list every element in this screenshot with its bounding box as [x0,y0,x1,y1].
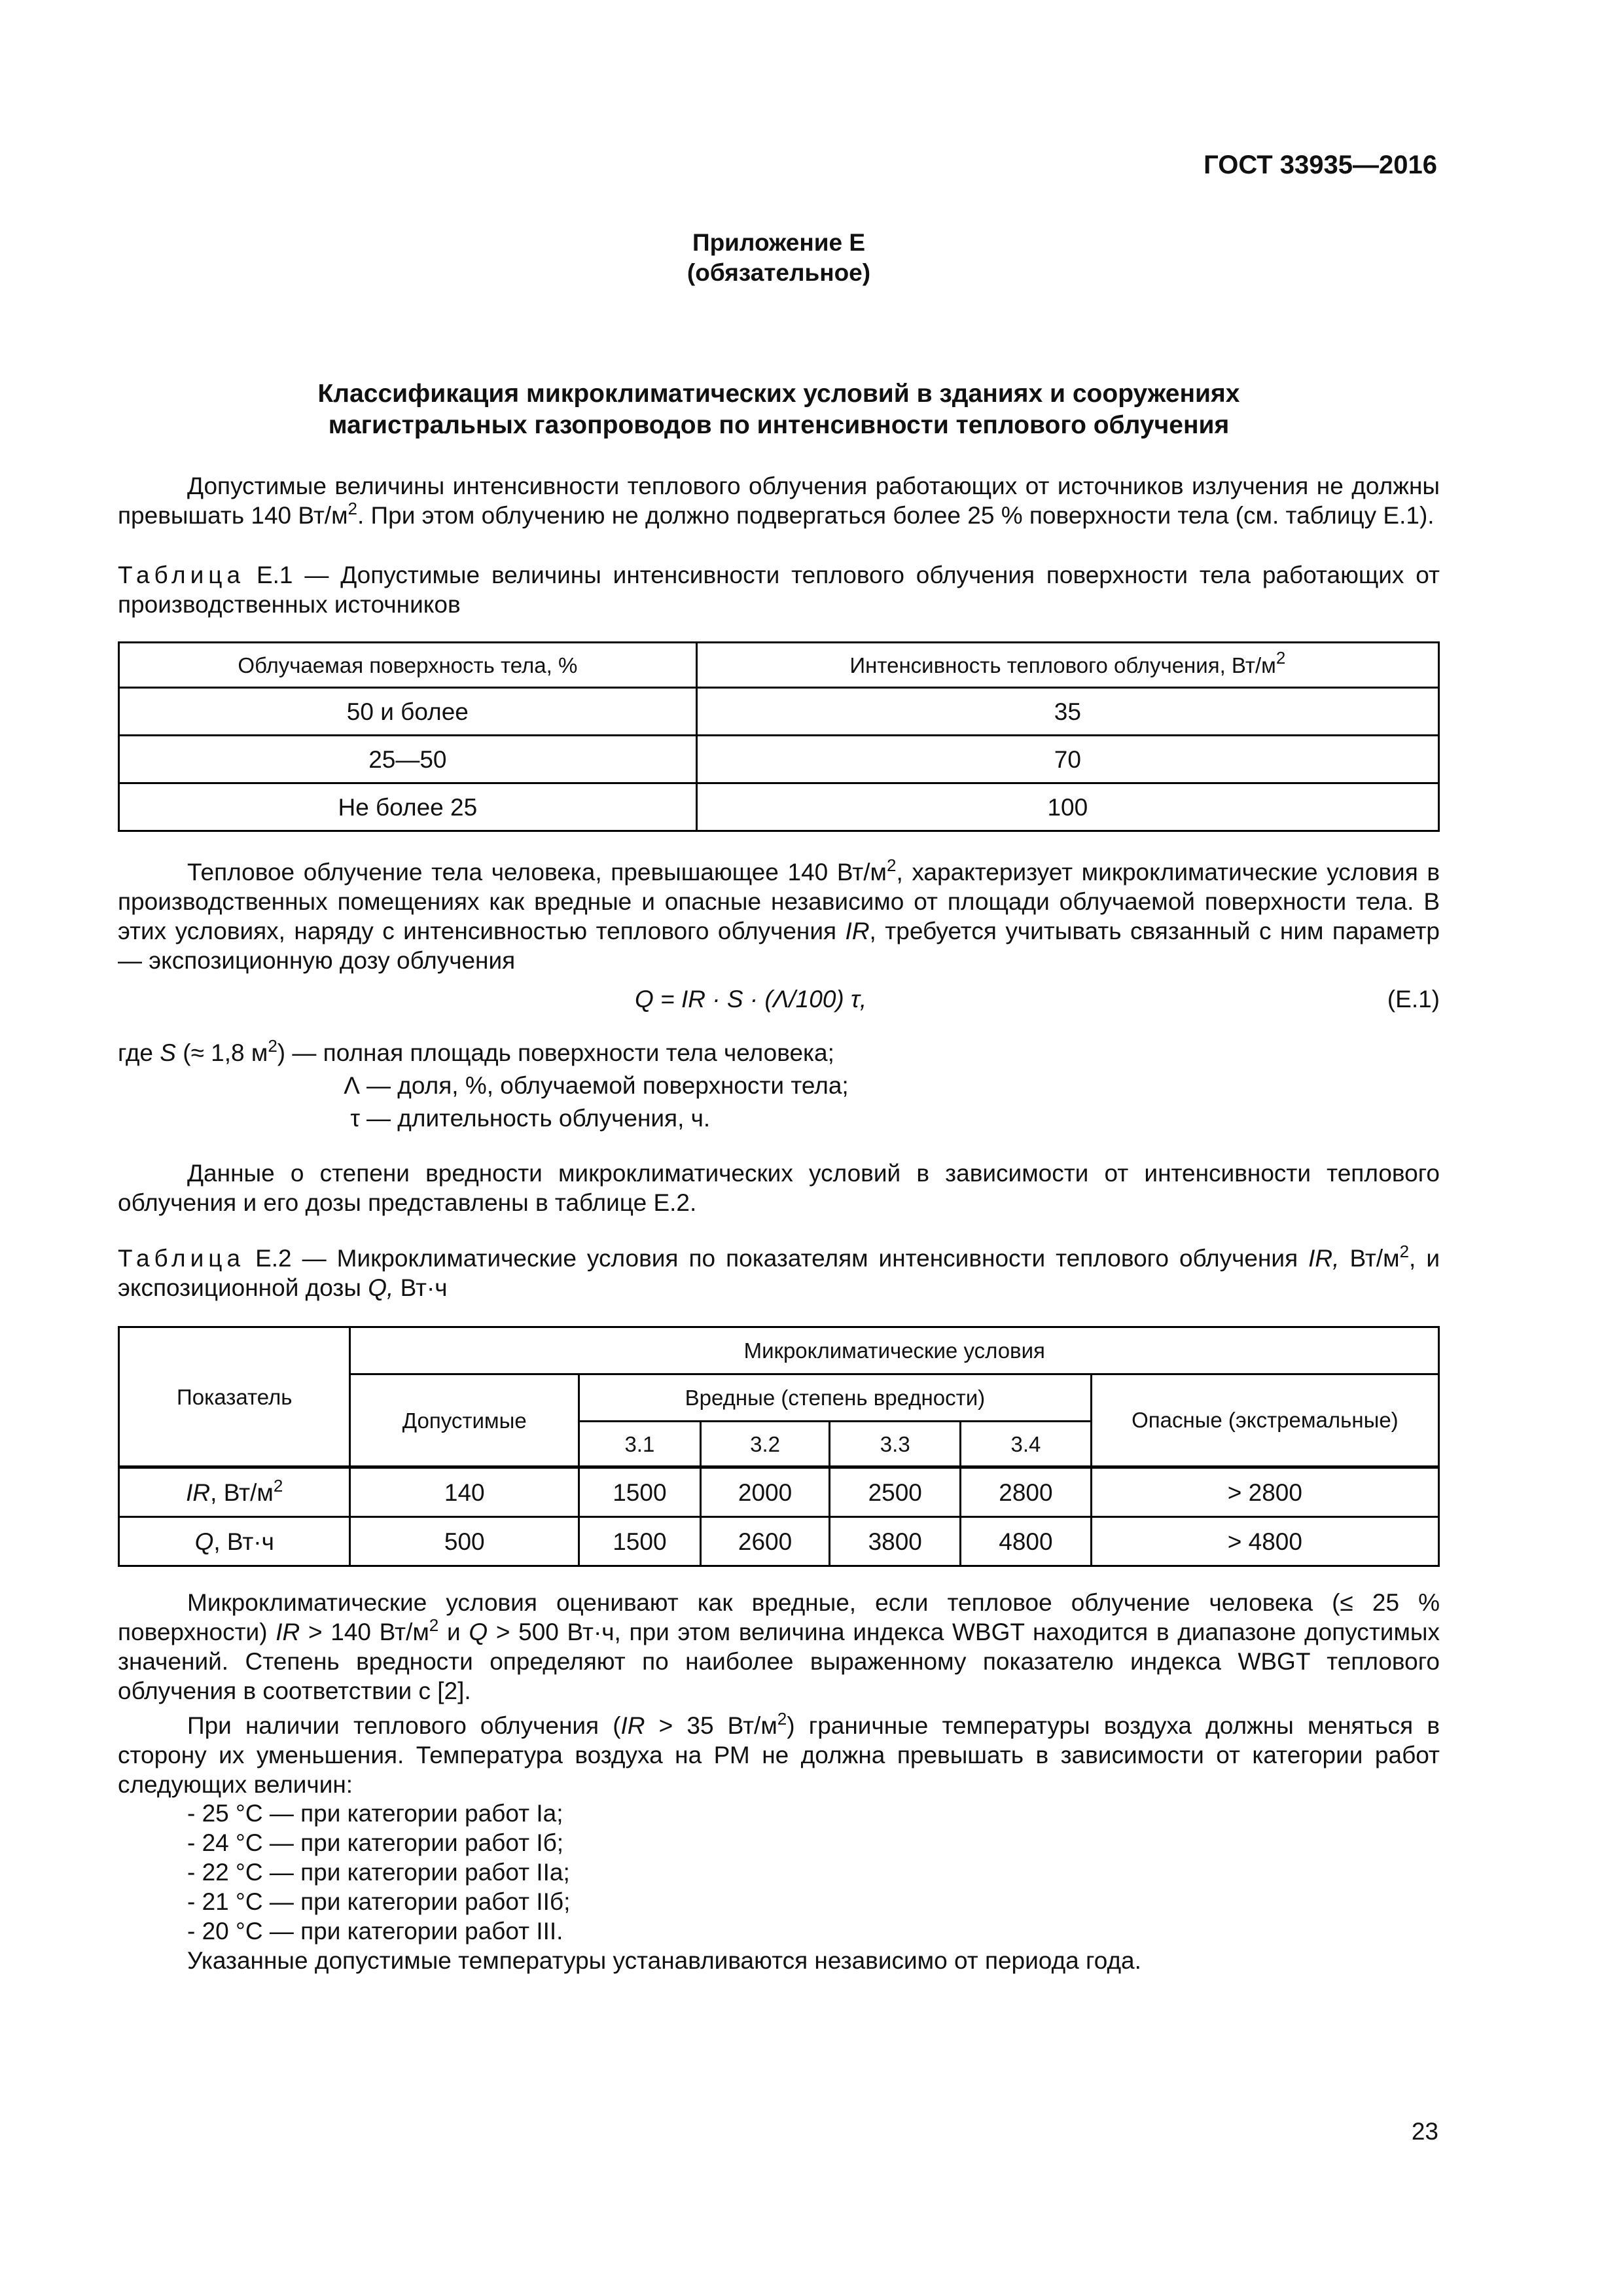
paragraph-harmfulness-data: Данные о степени вредности микроклиматических условий в зависимости от интенсивности теплового облучения и его дозы представлены в таблице Е.2. [118,1160,1440,1216]
table-row [119,1517,1439,1566]
list-item: - 20 °С — при категории работ III. [187,1918,563,1945]
paragraph-permissible-intensity: Допустимые величины интенсивности теплового облучения работающих от источников излучения не должны превышать 140 $Вт/м^2$. При этом облучению не должно подвергаться более 25 % поверхности тела (см. таблицу Е.1). [118,473,1440,529]
table-e1 [118,641,1440,832]
table2-caption: Таблица Е.2 — Микроклиматические условия по показателям интенсивности теплового облучения IR, $Вт/м^2$, и экспозиционной дозы Q, Вт·ч [118,1242,1440,1301]
table1-caption: Таблица Е.1 — Допустимые величины интенсивности теплового облучения поверхности тела работающих от производственных источников [118,562,1440,618]
legend-item-tau: τ — длительность облучения, ч. [350,1105,711,1132]
header-degree: 3.1 [579,1422,701,1467]
table-cell: 2500 [830,1467,961,1517]
section-title-line1: Классификация микроклиматических условий в зданиях и сооружениях [317,380,1240,408]
header-degree: 3.3 [830,1422,961,1467]
table-cell: 4800 [961,1517,1092,1566]
table-cell: > 4800 [1091,1517,1438,1566]
table-cell: 3800 [830,1517,961,1566]
table-cell: 140 [350,1467,579,1517]
annex-status: (обязательное) [687,259,871,286]
section-title-line2: магистральных газопроводов по интенсивности теплового облучения [328,411,1230,439]
table-cell: 2600 [700,1517,830,1566]
table-cell: 1500 [579,1467,701,1517]
table-cell: 50 и более [119,688,697,736]
table-cell: Не более 25 [119,783,697,831]
table-cell: 35 [696,688,1438,736]
closing-note: Указанные допустимые температуры устанавливаются независимо от периода года. [187,1947,1141,1974]
annex-heading [118,228,1440,288]
section-title [118,378,1440,441]
table-header-row [119,643,1439,688]
header-indicator: Показатель [119,1327,350,1467]
header-dangerous: Опасные (экстремальные) [1091,1374,1438,1467]
list-item: - 25 °С — при категории работ Ia; [187,1800,563,1827]
header-harmful: Вредные (степень вредности) [579,1374,1092,1422]
table1-col2-header: Интенсивность теплового облучения, $Вт/м^2$ [696,643,1438,688]
header-degree: 3.4 [961,1422,1092,1467]
table-cell: 500 [350,1517,579,1566]
formula-legend [118,1038,849,1136]
standard-number: ГОСТ 33935—2016 [1204,151,1437,179]
annex-title: Приложение Е [692,229,866,256]
paragraph-harmful-criteria: Микроклиматические условия оценивают как вредные, если тепловое облучение человека (≤ 25 % поверхности) IR > 140 $Вт/м^2$ и Q > 500 Вт·ч, при этом величина индекса WBGT находится в диапазоне допустимых значений. Степень вредности определяют по наиболее выраженному показателю индекса WBGT теплового облучения в соответствии с [2]. [118,1589,1440,1704]
legend-item-s: где S (≈ 1,8 $м^2$) — полная площадь поверхности тела человека; [118,1036,834,1066]
table-row [119,688,1439,736]
paragraph-air-temperature: При наличии теплового облучения (IR > 35 $Вт/м^2$) граничные температуры воздуха должны меняться в сторону их уменьшения. Температура воздуха на РМ не должна превышать в зависимости от категории работ следующих величин: [118,1709,1440,1798]
table-cell: 2800 [961,1467,1092,1517]
header-permissible: Допустимые [350,1374,579,1467]
formula-expression: Q = IR · S · (Λ/100) τ, [635,986,867,1013]
header-conditions: Микроклиматические условия [350,1327,1439,1374]
table-cell: 25—50 [119,736,697,783]
page-number: 23 [1411,2118,1438,2145]
table-row [119,1467,1439,1517]
table-cell: 1500 [579,1517,701,1566]
table-cell: 2000 [700,1467,830,1517]
list-item: - 21 °С — при категории работ IIб; [187,1888,571,1915]
table-e2 [118,1326,1440,1567]
table1-col1-header: Облучаемая поверхность тела, % [119,643,697,688]
table-cell: 100 [696,783,1438,831]
table-cell: Q, Вт·ч [119,1517,350,1566]
header-degree: 3.2 [700,1422,830,1467]
paragraph-thermal-exposure: Тепловое облучение тела человека, превышающее 140 $Вт/м^2$, характеризует микроклиматические условия в производственных помещениях как вредные и опасные независимо от площади облучаемой поверхности тела. В этих условиях, наряду с интенсивностью теплового облучения IR, требуется учитывать связанный с ним параметр — экспозиционную дозу облучения [118,855,1440,974]
table-row [119,783,1439,831]
temperature-limits-list [187,1799,1141,1975]
table-cell: > 2800 [1091,1467,1438,1517]
table-row [119,736,1439,783]
table-cell: IR, $Вт/м^2$ [119,1467,350,1517]
list-item: - 22 °С — при категории работ IIa; [187,1859,570,1886]
legend-item-lambda: Λ — доля, %, облучаемой поверхности тела; [344,1072,849,1099]
list-item: - 24 °С — при категории работ Iб; [187,1829,564,1856]
table-cell: 70 [696,736,1438,783]
table-header-row [119,1327,1439,1374]
formula-number: (Е.1) [1387,986,1440,1013]
